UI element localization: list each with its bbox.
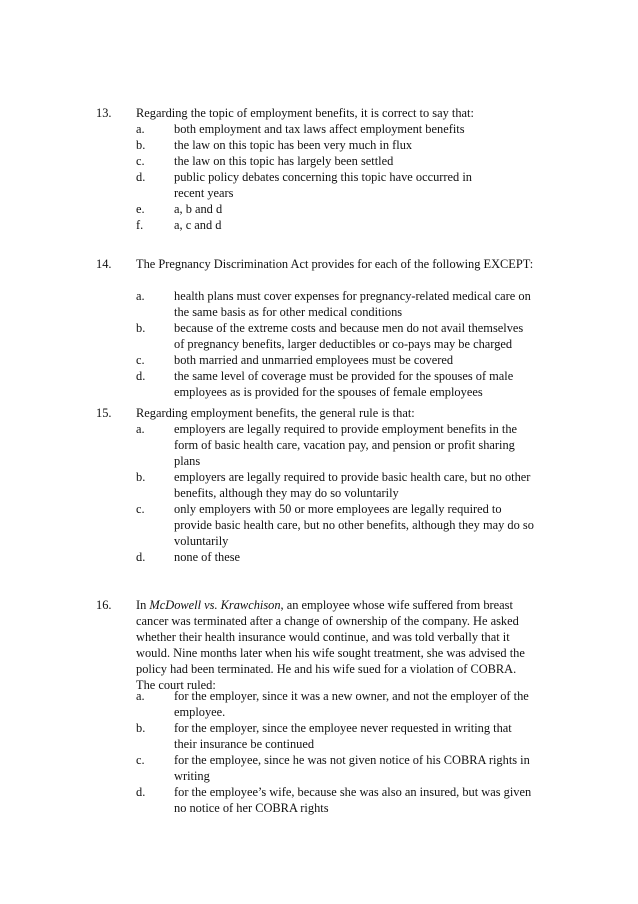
option-c — [136, 352, 536, 368]
option-letter: b. — [136, 321, 146, 335]
option-a — [136, 688, 536, 720]
question-stem: Regarding employment benefits, the general rule is that: — [136, 406, 415, 420]
option-a — [136, 421, 536, 469]
option-list — [136, 121, 536, 233]
option-e — [136, 201, 536, 217]
option-b — [136, 137, 536, 153]
case-name: McDowell vs. Krawchison — [149, 598, 281, 612]
option-letter: c. — [136, 502, 145, 516]
option-text: both employment and tax laws affect employment benefits — [174, 122, 465, 136]
question-stem: The Pregnancy Discrimination Act provides for each of the following EXCEPT: — [136, 257, 534, 271]
option-letter: d. — [136, 785, 146, 799]
option-a — [136, 121, 536, 137]
option-letter: e. — [136, 202, 145, 216]
option-letter: a. — [136, 289, 145, 303]
question-stem: Regarding the topic of employment benefits, it is correct to say that: — [136, 106, 474, 120]
option-text: the law on this topic has largely been settled — [174, 154, 394, 168]
option-list — [136, 421, 536, 565]
option-letter: d. — [136, 170, 146, 184]
option-letter: b. — [136, 721, 146, 735]
option-text: none of these — [174, 550, 241, 564]
option-text: health plans must cover expenses for pregnancy-related medical care on the same basis as for other medical conditions — [174, 289, 531, 319]
option-d — [136, 169, 536, 201]
option-letter: d. — [136, 550, 146, 564]
option-list — [136, 688, 536, 816]
option-c — [136, 501, 536, 549]
option-letter: a. — [136, 422, 145, 436]
option-b — [136, 320, 536, 352]
option-b — [136, 469, 536, 501]
question-number: 13. — [96, 106, 112, 120]
option-d — [136, 549, 536, 565]
option-list — [136, 288, 536, 400]
option-text: for the employee’s wife, because she was also an insured, but was given no notice of her COBRA rights — [174, 785, 532, 815]
option-text: for the employer, since the employee never requested in writing that their insurance be continued — [174, 721, 512, 751]
option-b — [136, 720, 536, 752]
option-text: because of the extreme costs and because men do not avail themselves of pregnancy benefits, larger deductibles or co-pays may be charged — [174, 321, 524, 351]
option-d — [136, 368, 536, 400]
question-number: 16. — [96, 598, 112, 612]
option-text: public policy debates concerning this topic have occurred in recent years — [174, 170, 472, 200]
option-letter: f. — [136, 218, 144, 232]
option-letter: c. — [136, 154, 145, 168]
stem-body: , an employee whose wife suffered from breast cancer was terminated after a change of ownership of the company. He asked whether their health insurance would continue, and was told verbally that it would. Nine months later when his wife sought treatment, she was advised the policy had been terminated. He and his wife sued for a violation of COBRA. The court ruled: — [136, 598, 525, 692]
option-text: employers are legally required to provide employment benefits in the form of basic health care, vacation pay, and pension or profit sharing plans — [174, 422, 518, 468]
stem-prefix: In — [136, 598, 150, 612]
option-text: a, b and d — [174, 202, 223, 216]
question-number: 15. — [96, 406, 112, 420]
option-letter: a. — [136, 689, 145, 703]
option-letter: c. — [136, 753, 145, 767]
option-text: both married and unmarried employees must be covered — [174, 353, 454, 367]
option-letter: d. — [136, 369, 146, 383]
option-f — [136, 217, 536, 233]
option-letter: c. — [136, 353, 145, 367]
option-letter: b. — [136, 470, 146, 484]
question-number: 14. — [96, 257, 112, 271]
option-c — [136, 752, 536, 784]
option-text: the same level of coverage must be provided for the spouses of male employees as is provided for the spouses of female employees — [174, 369, 514, 399]
option-a — [136, 288, 536, 320]
option-text: employers are legally required to provide basic health care, but no other benefits, although they may do so voluntarily — [174, 470, 531, 500]
option-text: for the employee, since he was not given notice of his COBRA rights in writing — [174, 753, 530, 783]
option-text: a, c and d — [174, 218, 222, 232]
option-text: for the employer, since it was a new owner, and not the employer of the employee. — [174, 689, 529, 719]
option-letter: a. — [136, 122, 145, 136]
option-text: only employers with 50 or more employees are legally required to provide basic health care, but no other benefits, although they may do so voluntarily — [174, 502, 534, 548]
option-text: the law on this topic has been very much in flux — [174, 138, 413, 152]
option-d — [136, 784, 536, 816]
option-c — [136, 153, 536, 169]
option-letter: b. — [136, 138, 146, 152]
question-stem — [136, 597, 534, 693]
